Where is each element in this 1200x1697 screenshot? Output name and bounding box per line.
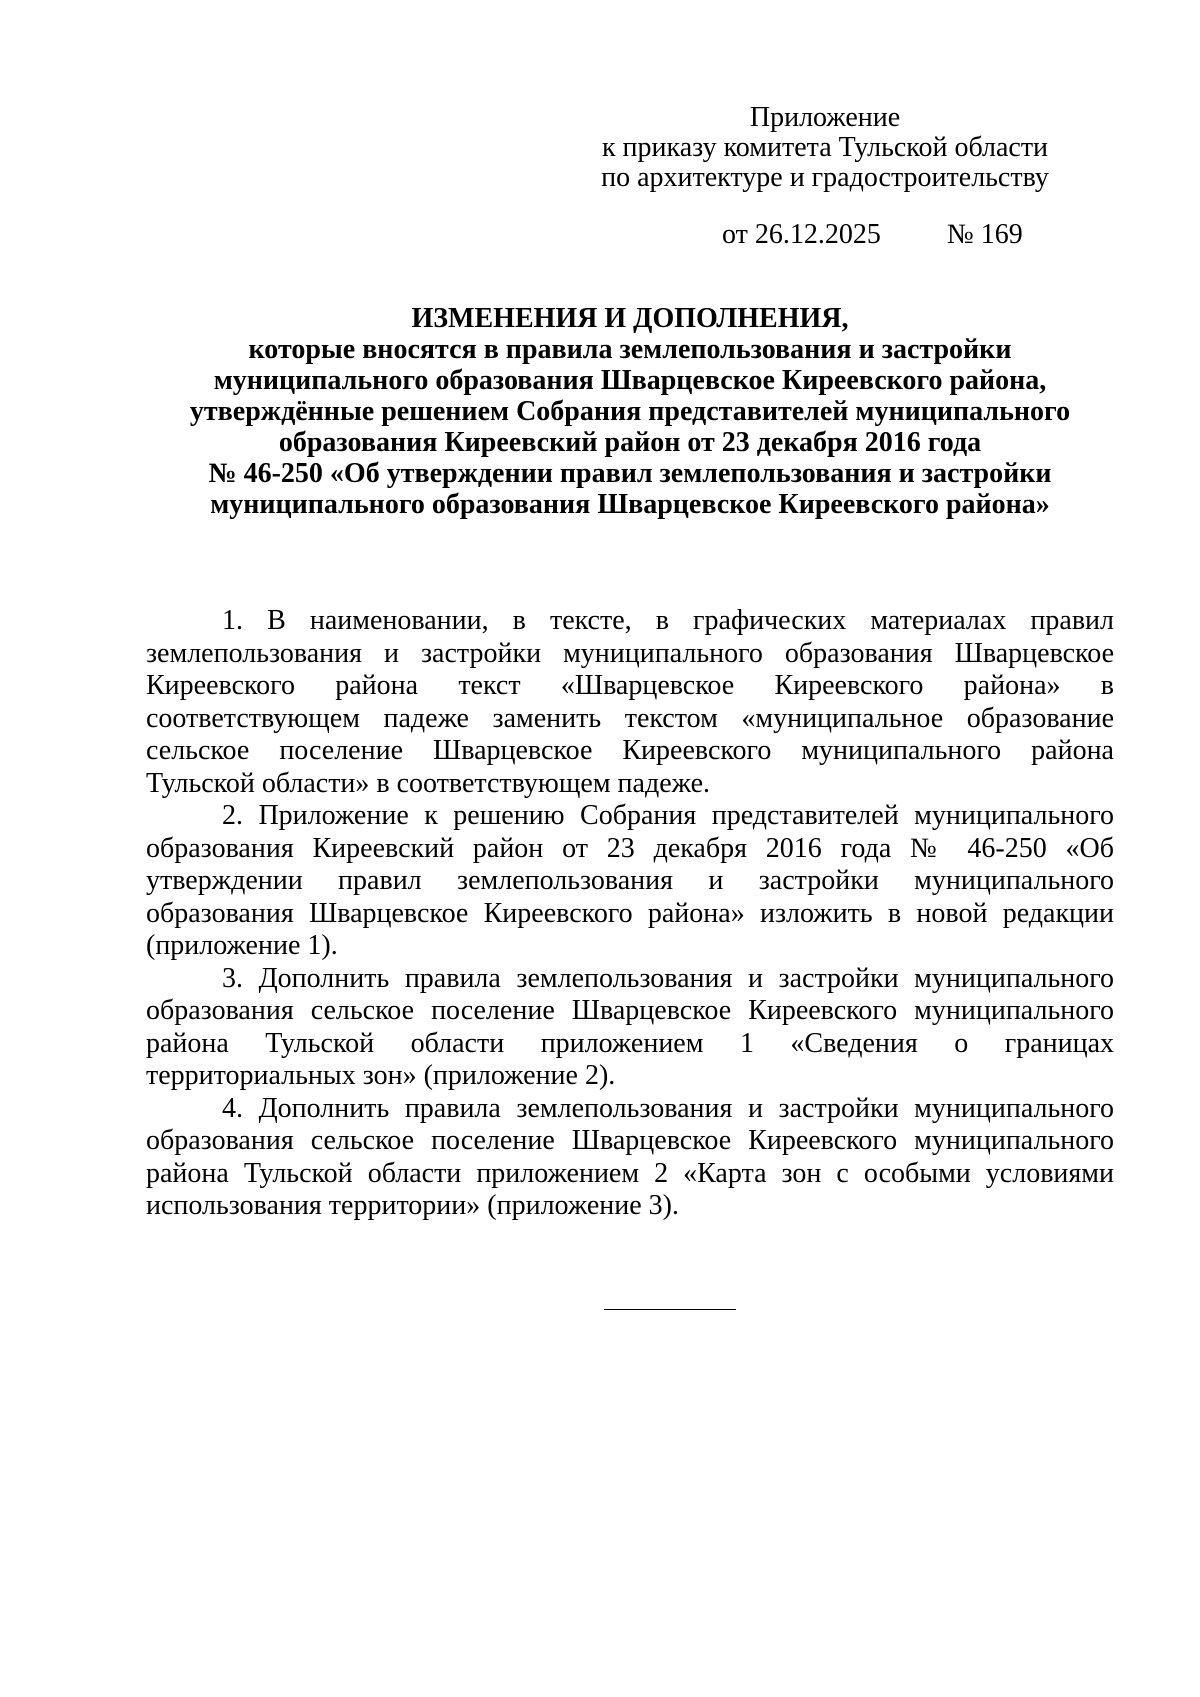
title-line: образования Киреевский район от 23 декабря 2016 года (278, 427, 982, 458)
title-line: муниципального образования Шварцевское Киреевского района» (210, 489, 1050, 520)
paragraph-3: 3. Дополнить правила землепользования и застройки муниципального образования сельское поселение Шварцевское Киреевского муниципального района Тульской области приложением 1 «Сведения о границах территориальных зон» (приложение 2). (146, 962, 1114, 1091)
approval-number: № 169 (947, 219, 1023, 250)
paragraph-1: 1. В наименовании, в тексте, в графических материалах правил землепользования и застройки муниципального образования Шварцевское Киреевского района текст «Шварцевское Киреевского района» в соответствующем падеже заменить текстом «муниципальное образование сельское поселение Шварцевское Киреевского муниципального района Тульской области» в соответствующем падеже. (146, 605, 1114, 799)
document-title (140, 303, 1120, 520)
document-body (146, 605, 1114, 1223)
paragraph-4: 4. Дополнить правила землепользования и застройки муниципального образования сельское поселение Шварцевское Киреевского муниципального района Тульской области приложением 2 «Карта зон с особыми условиями использования территории» (приложение 3). (146, 1092, 1114, 1221)
closing-divider (604, 1309, 736, 1310)
title-line: муниципального образования Шварцевское Киреевского района, (213, 365, 1047, 396)
title-line: № 46-250 «Об утверждении правил землепользования и застройки (208, 458, 1052, 489)
approval-department-line: по архитектуре и градостроительству (601, 162, 1049, 193)
title-line: которые вносятся в правила землепользования и застройки (248, 334, 1012, 365)
approval-order-line: к приказу комитета Тульской области (601, 132, 1049, 163)
approval-heading: Приложение (749, 102, 901, 133)
approval-date: от 26.12.2025 (722, 219, 881, 250)
title-line: утверждённые решением Собрания представителей муниципального (189, 396, 1071, 427)
title-line: ИЗМЕНЕНИЯ И ДОПОЛНЕНИЯ, (411, 303, 849, 334)
paragraph-2: 2. Приложение к решению Собрания представителей муниципального образования Киреевский район от 23 декабря 2016 года № 46-250 «Об утверждении правил землепользования и застройки муниципального образования Шварцевское Киреевского района» изложить в новой редакции (приложение 1). (146, 800, 1114, 961)
approval-stamp (560, 103, 1090, 193)
